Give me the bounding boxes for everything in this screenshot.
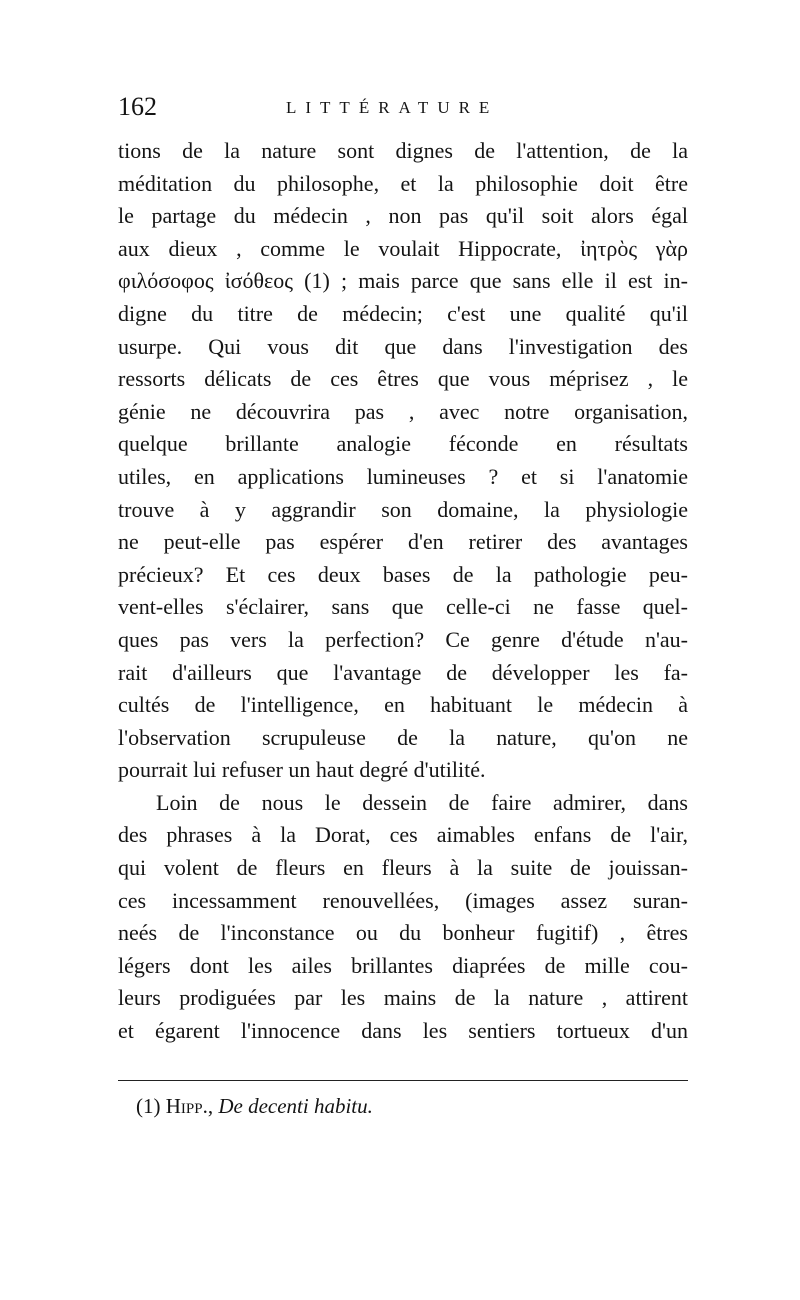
footnote — [136, 1094, 373, 1119]
text-line: ces incessamment renouvellées, (images assez suran- — [118, 887, 688, 913]
footnote-author: Hipp. — [165, 1094, 208, 1118]
body-text — [118, 135, 688, 1048]
text-line: génie ne découvrira pas , avec notre organisation, — [118, 398, 688, 424]
text-line: quelque brillante analogie féconde en résultats — [118, 431, 688, 457]
text-line: des phrases à la Dorat, ces aimables enfans de l'air, — [118, 822, 688, 848]
text-line: l'observation scrupuleuse de la nature, qu'on ne — [118, 724, 688, 750]
text-line: neés de l'inconstance ou du bonheur fugitif) , êtres — [118, 920, 688, 946]
footnote-separator: , — [207, 1094, 214, 1118]
text-line: trouve à y aggrandir son domaine, la physiologie — [118, 496, 688, 522]
text-line: précieux? Et ces deux bases de la pathologie peu- — [118, 561, 688, 587]
text-line: ne peut-elle pas espérer d'en retirer des avantages — [118, 529, 688, 555]
text-line: leurs prodiguées par les mains de la nature , attirent — [118, 985, 688, 1011]
text-line: cultés de l'intelligence, en habituant le médecin à — [118, 692, 688, 718]
paragraph-end-line: pourrait lui refuser un haut degré d'utilité. — [118, 757, 486, 783]
text-line: le partage du médecin , non pas qu'il soit alors égal — [118, 203, 688, 229]
text-line: qui volent de fleurs en fleurs à la suite de jouissan- — [118, 855, 688, 881]
footnote-title: De decenti habitu. — [218, 1094, 373, 1118]
text-line: usurpe. Qui vous dit que dans l'investigation des — [118, 333, 688, 359]
page-header — [118, 92, 688, 132]
text-line: utiles, en applications lumineuses ? et si l'anatomie — [118, 463, 688, 489]
text-line: méditation du philosophe, et la philosophie doit être — [118, 170, 688, 196]
text-line: légers dont les ailes brillantes diaprées de mille cou- — [118, 952, 688, 978]
running-title: LITTÉRATURE — [286, 98, 499, 117]
text-line: aux dieux , comme le voulait Hippocrate, ἰητρὸς γὰρ — [118, 235, 688, 261]
text-line: digne du titre de médecin; c'est une qualité qu'il — [118, 300, 688, 326]
text-line: ressorts délicats de ces êtres que vous méprisez , le — [118, 366, 688, 392]
text-line: rait d'ailleurs que l'avantage de développer les fa- — [118, 659, 688, 685]
text-line: φιλόσοφος ἰσόθεος (1) ; mais parce que sans elle il est in- — [118, 268, 688, 294]
page-number: 162 — [118, 92, 157, 121]
paragraph-start-line: Loin de nous le dessein de faire admirer, dans — [156, 789, 688, 815]
text-line: tions de la nature sont dignes de l'attention, de la — [118, 138, 688, 163]
footnote-divider — [118, 1080, 688, 1081]
text-line: et égarent l'innocence dans les sentiers tortueux d'un — [118, 1018, 688, 1044]
text-line: vent-elles s'éclairer, sans que celle-ci ne fasse quel- — [118, 594, 688, 620]
footnote-marker: (1) — [136, 1094, 161, 1118]
text-line: ques pas vers la perfection? Ce genre d'étude n'au- — [118, 626, 688, 652]
